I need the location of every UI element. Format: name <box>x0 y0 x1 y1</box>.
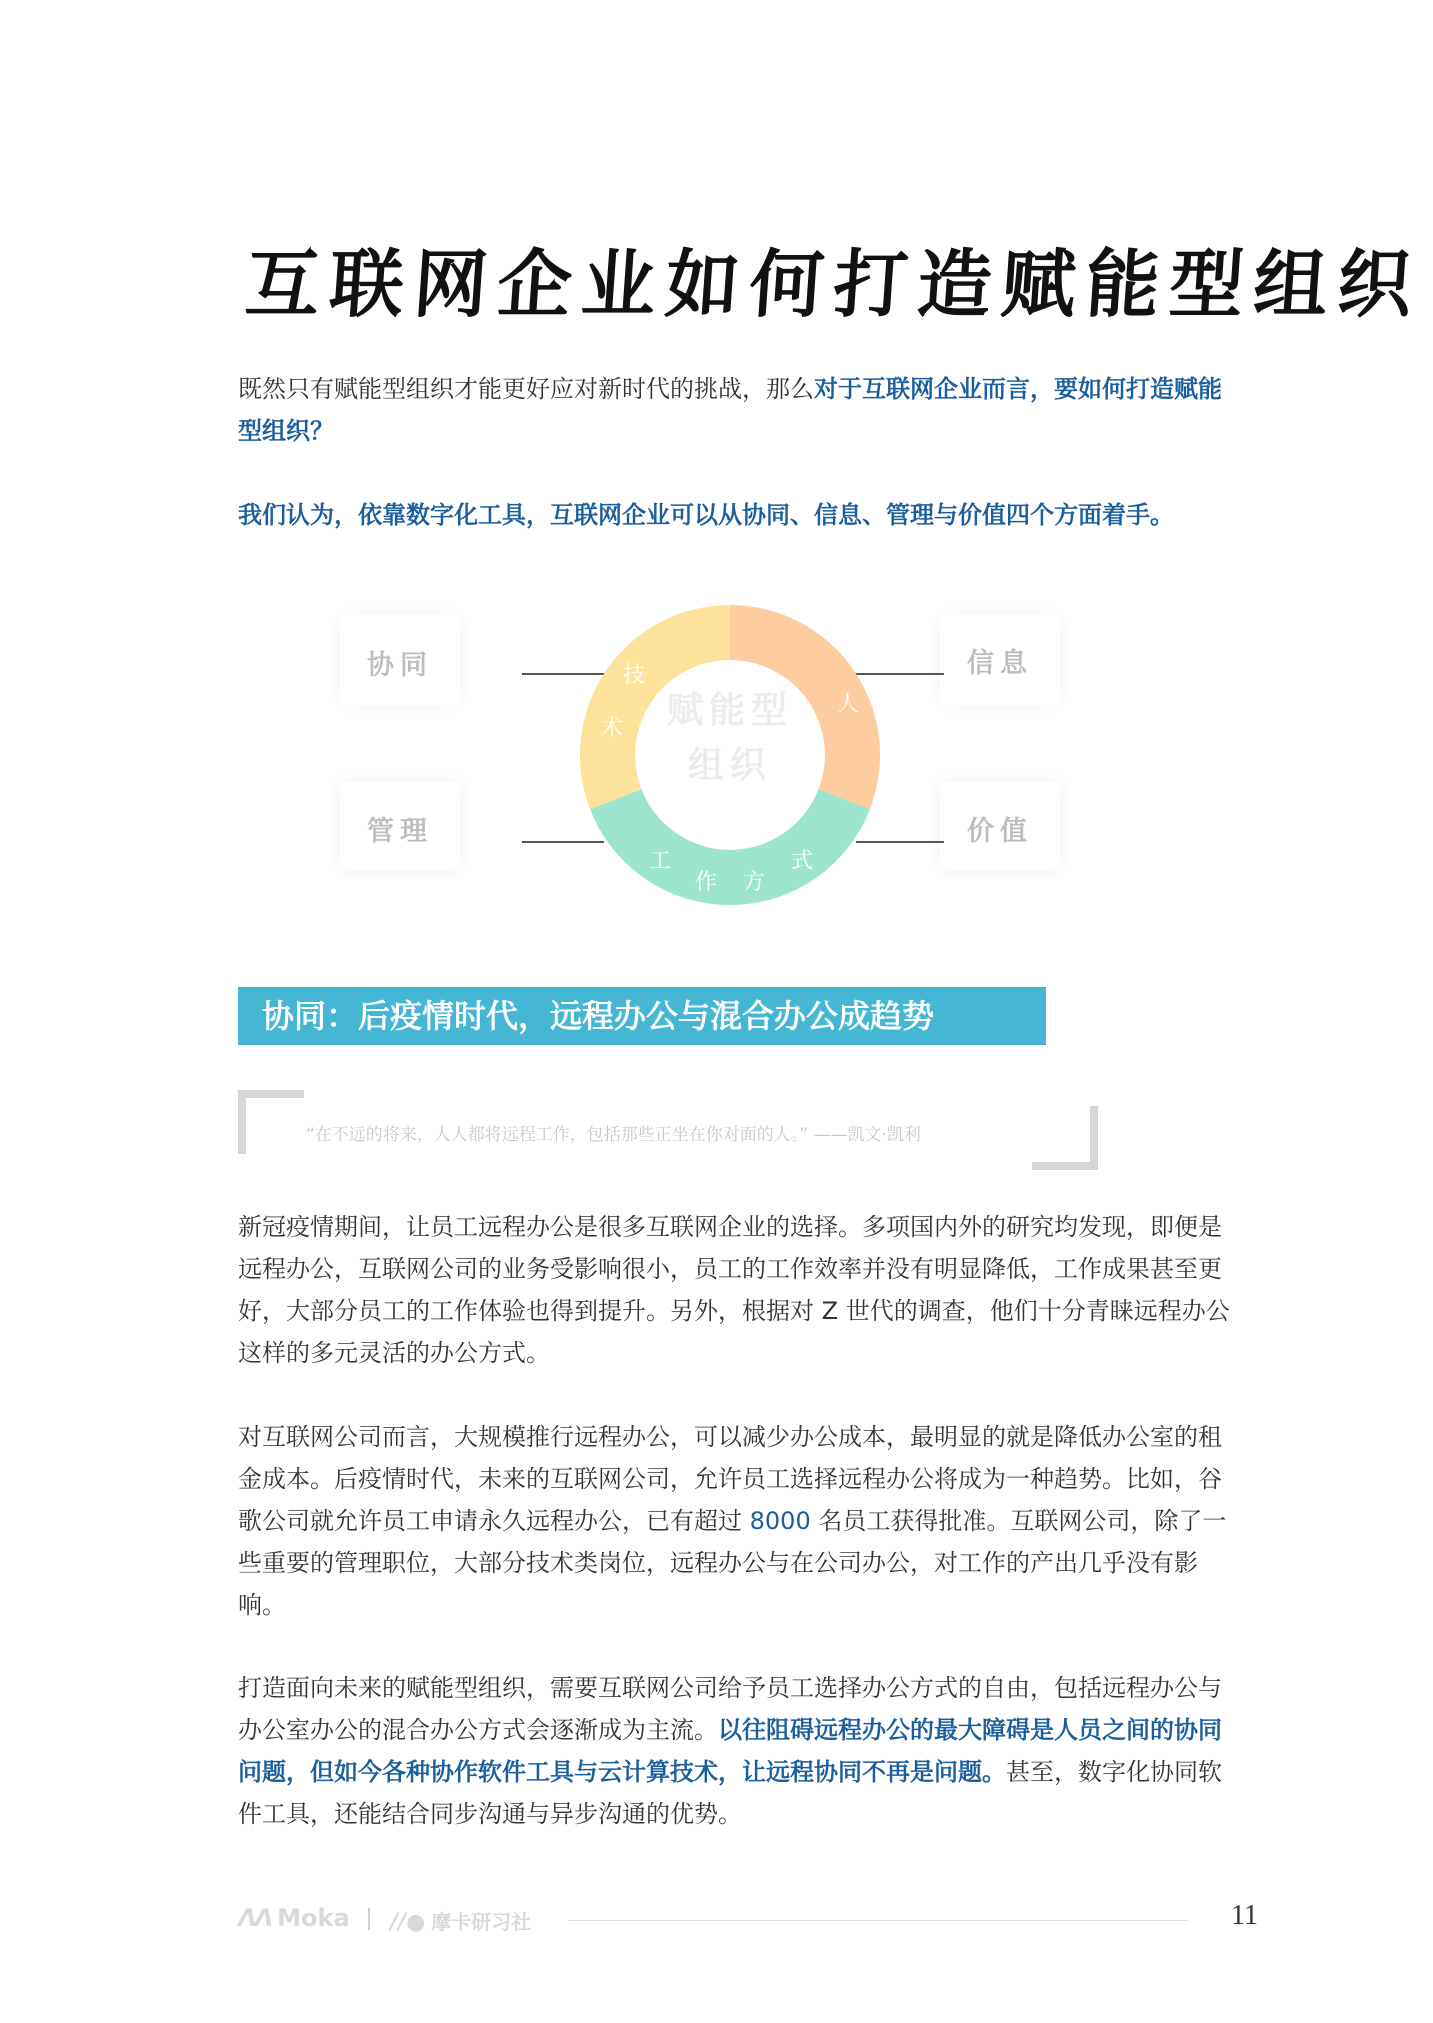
yanxi-logo <box>390 1906 531 1935</box>
page-footer <box>238 1900 1258 1940</box>
label-collaboration: 协同 <box>367 650 433 681</box>
segment-char: 技 <box>622 663 646 688</box>
segment-char: 工 <box>648 849 672 874</box>
footer-rule <box>568 1920 1188 1921</box>
center-line-1: 赋能型 <box>666 690 794 731</box>
page-number: 11 <box>1231 1900 1258 1931</box>
segment-char: 方 <box>742 870 766 895</box>
empowerment-diagram <box>340 595 1120 925</box>
paragraph-text: 打造面向未来的赋能型组织，需要互联网公司给予员工选择办公方式的自由，包括远程办公与办公室办公的混合办公方式会逐渐成为主流。 <box>238 1674 1222 1744</box>
quote-bracket-close <box>1032 1106 1098 1170</box>
moka-mark-icon: ᐱᐱ <box>238 1904 272 1932</box>
footer-divider <box>368 1908 370 1930</box>
yanxi-brand-text: 摩卡研习社 <box>431 1910 532 1934</box>
paragraph-hybrid <box>238 1667 1238 1835</box>
paragraph-text: 名员工获得批准。互联网公司，除了一些重要的管理职位，大部分技术类岗位，远程办公与在公司办公，对工作的产出几乎没有影响。 <box>238 1507 1227 1619</box>
segment-char: 作 <box>694 870 718 895</box>
section-header: 协同：后疫情时代，远程办公与混合办公成趋势 <box>238 987 1046 1045</box>
paragraph-cost <box>238 1416 1238 1626</box>
lead-statement: 我们认为，依靠数字化工具，互联网企业可以从协同、信息、管理与价值四个方面着手。 <box>238 501 1174 529</box>
paragraph-text: 对互联网公司而言，大规模推行远程办公，可以减少办公成本，最明显的就是降低办公室的租金成本。后疫情时代，未来的互联网公司，允许员工选择远程办公将成为一种趋势。比如，谷歌公司就允许员工申请永久远程办公，已有超过 <box>238 1423 1222 1535</box>
label-value: 价值 <box>967 816 1033 847</box>
quote-bracket-open <box>238 1090 304 1154</box>
page-title: 互联网企业如何打造赋能型组织 <box>242 242 1425 328</box>
label-management: 管理 <box>367 816 433 847</box>
paragraph-pandemic: 新冠疫情期间，让员工远程办公是很多互联网企业的选择。多项国内外的研究均发现，即便是远程办公，互联网公司的业务受影响很小，员工的工作效率并没有明显降低，工作成果甚至更好，大部分员工的工作体验也得到提升。另外，根据对 Z 世代的调查，他们十分青睐远程办公这样的多元灵活的办公方式。 <box>238 1213 1230 1367</box>
intro-text: 既然只有赋能型组织才能更好应对新时代的挑战，那么 <box>238 375 814 403</box>
center-line-2: 组织 <box>687 745 773 786</box>
paragraph-highlight: 以往阻碍远程办公的最大障碍是人员之间的协同问题，但如今各种协作软件工具与云计算技术，让远程协同不再是问题。 <box>238 1716 1222 1786</box>
paragraph-text: 甚至，数字化协同软件工具，还能结合同步沟通与异步沟通的优势。 <box>238 1758 1222 1828</box>
label-information: 信息 <box>967 648 1033 679</box>
segment-char: 术 <box>600 716 624 741</box>
intro-highlight: 对于互联网企业而言，要如何打造赋能型组织？ <box>238 375 1222 445</box>
ring-chart <box>580 605 880 905</box>
employee-count: 8000 <box>749 1507 811 1535</box>
segment-char: 人 <box>836 692 860 717</box>
moka-logo <box>238 1904 350 1932</box>
intro-paragraph <box>238 368 1238 452</box>
quote-text: “在不远的将来，人人都将远程工作，包括那些正坐在你对面的人。” ——凯文·凯利 <box>306 1125 921 1145</box>
yanxi-mark-icon: //● <box>390 1910 426 1935</box>
moka-brand-text: Moka <box>277 1904 350 1932</box>
segment-work-style <box>590 789 870 905</box>
segment-char: 式 <box>790 849 814 874</box>
quote-block <box>238 1090 1098 1170</box>
